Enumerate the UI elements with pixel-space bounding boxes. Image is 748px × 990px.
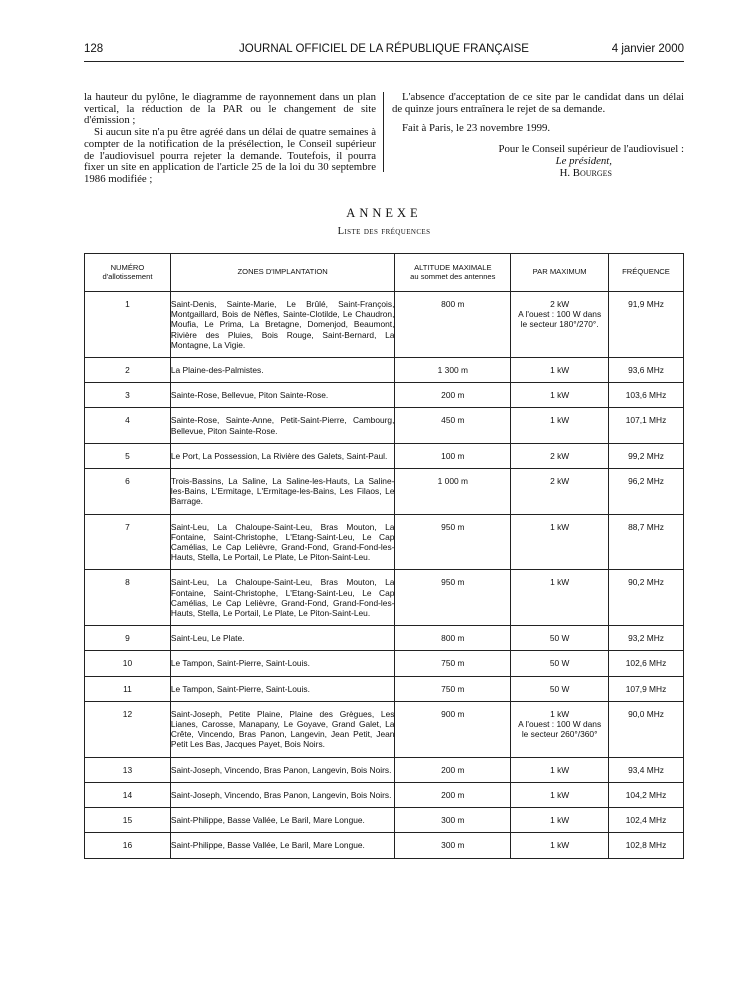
signer-initial: H. bbox=[559, 166, 571, 179]
intro-paragraph: la hauteur du pylône, le diagramme de rayonnement dans un plan vertical, la réduction de la PAR ou le changement de site d'émission ; bbox=[84, 91, 376, 127]
cell-num: 13 bbox=[85, 757, 171, 782]
cell-altitude: 200 m bbox=[395, 782, 511, 807]
header-par: PAR MAXIMUM bbox=[511, 254, 609, 292]
cell-num: 6 bbox=[85, 469, 171, 515]
header-rule bbox=[84, 61, 684, 62]
cell-zones: Saint-Leu, La Chaloupe-Saint-Leu, Bras Mouton, La Fontaine, Saint-Christophe, L'Etang-Saint-Leu, Le Cap Camélias, Le Cap Lelièvre, Grand-Fond, Grand-Fond-les-Hauts, Stella, Le Portail, Le Plate, Le Piton-Saint-Leu. bbox=[170, 514, 395, 570]
cell-altitude: 950 m bbox=[395, 514, 511, 570]
cell-frequency: 102,6 MHz bbox=[609, 651, 684, 676]
signer-surname: Bourges bbox=[572, 166, 612, 179]
cell-par bbox=[511, 383, 609, 408]
cell-par-line: 50 W bbox=[549, 658, 570, 669]
cell-par bbox=[511, 808, 609, 833]
table-row bbox=[85, 701, 684, 757]
cell-altitude: 450 m bbox=[395, 408, 511, 443]
cell-zones: Saint-Philippe, Basse Vallée, Le Baril, Mare Longue. bbox=[170, 808, 395, 833]
table-row bbox=[85, 626, 684, 651]
cell-par-line: 1 kW bbox=[550, 789, 570, 800]
cell-par bbox=[511, 443, 609, 468]
cell-zones: Le Tampon, Saint-Pierre, Saint-Louis. bbox=[170, 676, 395, 701]
cell-zones: Saint-Joseph, Vincendo, Bras Panon, Langevin, Bois Noirs. bbox=[170, 782, 395, 807]
intro-paragraph: Si aucun site n'a pu être agréé dans un délai de quatre semaines à compter de la notification de la présélection, le Conseil supérieur de l'audiovisuel pourra rejeter la demande. Toutefois, il pourra fixer un site en application de l'article 25 de la loi du 30 septembre 1986 modifiée ; bbox=[84, 126, 376, 185]
cell-par-line: 2 kW bbox=[550, 476, 570, 487]
cell-par-line: A l'ouest : 100 W dans bbox=[518, 719, 602, 730]
cell-num: 11 bbox=[85, 676, 171, 701]
cell-par bbox=[511, 570, 609, 626]
cell-frequency: 93,6 MHz bbox=[609, 358, 684, 383]
table-row bbox=[85, 782, 684, 807]
cell-num: 5 bbox=[85, 443, 171, 468]
signature-place-date: Fait à Paris, le 23 novembre 1999. bbox=[402, 122, 551, 135]
cell-zones: Saint-Joseph, Petite Plaine, Plaine des Grègues, Les Lianes, Carosse, Manapany, Le Goyave, Grand Galet, La Crête, Vincendo, Bras Panon, Langevin, Jean Petit, Jean Petit Les Bas, Jacques Payet, Bois Noirs. bbox=[170, 701, 395, 757]
signature-title: Le président, bbox=[555, 154, 612, 167]
cell-par bbox=[511, 757, 609, 782]
cell-num: 3 bbox=[85, 383, 171, 408]
frequency-table bbox=[84, 253, 684, 859]
cell-altitude: 800 m bbox=[395, 292, 511, 358]
cell-par-line: 2 kW bbox=[550, 299, 570, 309]
cell-frequency: 90,0 MHz bbox=[609, 701, 684, 757]
cell-zones: La Plaine-des-Palmistes. bbox=[170, 358, 395, 383]
cell-frequency: 99,2 MHz bbox=[609, 443, 684, 468]
cell-altitude: 300 m bbox=[395, 833, 511, 858]
cell-par-line: le secteur 180°/270°. bbox=[520, 319, 599, 330]
journal-title: JOURNAL OFFICIEL DE LA RÉPUBLIQUE FRANÇAISE bbox=[239, 43, 529, 55]
cell-altitude: 200 m bbox=[395, 383, 511, 408]
cell-par-line: le secteur 260°/360° bbox=[521, 729, 598, 740]
header-altitude-line: au sommet des antennes bbox=[410, 271, 496, 281]
table-row bbox=[85, 292, 684, 358]
cell-par-line: A l'ouest : 100 W dans bbox=[518, 309, 602, 320]
cell-par bbox=[511, 833, 609, 858]
cell-frequency: 93,4 MHz bbox=[609, 757, 684, 782]
cell-num: 7 bbox=[85, 514, 171, 570]
table-row bbox=[85, 651, 684, 676]
cell-zones: Saint-Philippe, Basse Vallée, Le Baril, Mare Longue. bbox=[170, 833, 395, 858]
cell-altitude: 200 m bbox=[395, 757, 511, 782]
cell-par bbox=[511, 514, 609, 570]
cell-par-line: 1 kW bbox=[550, 577, 570, 588]
table-row bbox=[85, 358, 684, 383]
cell-frequency: 96,2 MHz bbox=[609, 469, 684, 515]
page-number: 128 bbox=[84, 43, 104, 55]
signature-authority: Pour le Conseil supérieur de l'audiovisuel : bbox=[498, 143, 684, 156]
table-row bbox=[85, 808, 684, 833]
table-row bbox=[85, 570, 684, 626]
header-altitude bbox=[395, 254, 511, 292]
cell-par-line: 50 W bbox=[549, 683, 570, 694]
annexe-title: ANNEXE bbox=[346, 206, 422, 220]
intro-right-column bbox=[392, 92, 684, 179]
cell-zones: Le Tampon, Saint-Pierre, Saint-Louis. bbox=[170, 651, 395, 676]
header-num-line: NUMÉRO bbox=[110, 262, 145, 272]
cell-par bbox=[511, 408, 609, 443]
header-num-line: d'allotissement bbox=[102, 271, 153, 281]
cell-altitude: 750 m bbox=[395, 651, 511, 676]
cell-num: 10 bbox=[85, 651, 171, 676]
cell-num: 9 bbox=[85, 626, 171, 651]
cell-frequency: 107,1 MHz bbox=[609, 408, 684, 443]
cell-par-line: 2 kW bbox=[550, 450, 570, 461]
cell-frequency: 103,6 MHz bbox=[609, 383, 684, 408]
cell-par-line: 1 kW bbox=[550, 521, 570, 532]
cell-num: 15 bbox=[85, 808, 171, 833]
header-altitude-line: ALTITUDE MAXIMALE bbox=[414, 262, 492, 272]
cell-par-line: 1 kW bbox=[550, 840, 570, 851]
cell-par bbox=[511, 469, 609, 515]
cell-frequency: 102,4 MHz bbox=[609, 808, 684, 833]
cell-num: 14 bbox=[85, 782, 171, 807]
cell-altitude: 300 m bbox=[395, 808, 511, 833]
cell-frequency: 107,9 MHz bbox=[609, 676, 684, 701]
cell-par-line: 1 kW bbox=[550, 390, 570, 401]
cell-frequency: 88,7 MHz bbox=[609, 514, 684, 570]
cell-num: 12 bbox=[85, 701, 171, 757]
cell-altitude: 1 300 m bbox=[395, 358, 511, 383]
cell-zones: Sainte-Rose, Bellevue, Piton Sainte-Rose. bbox=[170, 383, 395, 408]
cell-frequency: 91,9 MHz bbox=[609, 292, 684, 358]
table-row bbox=[85, 757, 684, 782]
cell-zones: Saint-Leu, Le Plate. bbox=[170, 626, 395, 651]
cell-frequency: 102,8 MHz bbox=[609, 833, 684, 858]
table-row bbox=[85, 469, 684, 515]
page-header bbox=[84, 43, 684, 59]
table-body bbox=[85, 292, 684, 859]
cell-altitude: 950 m bbox=[395, 570, 511, 626]
cell-altitude: 800 m bbox=[395, 626, 511, 651]
cell-altitude: 100 m bbox=[395, 443, 511, 468]
cell-num: 2 bbox=[85, 358, 171, 383]
table-row bbox=[85, 833, 684, 858]
cell-num: 16 bbox=[85, 833, 171, 858]
cell-num: 4 bbox=[85, 408, 171, 443]
cell-frequency: 93,2 MHz bbox=[609, 626, 684, 651]
cell-par bbox=[511, 292, 609, 358]
cell-par-line: 1 kW bbox=[550, 365, 570, 376]
cell-par bbox=[511, 782, 609, 807]
table-row bbox=[85, 408, 684, 443]
cell-num: 8 bbox=[85, 570, 171, 626]
table-row bbox=[85, 443, 684, 468]
cell-par bbox=[511, 701, 609, 757]
annexe-subtitle: Liste des fréquences bbox=[337, 226, 431, 237]
table-row bbox=[85, 676, 684, 701]
cell-altitude: 750 m bbox=[395, 676, 511, 701]
cell-par-line: 50 W bbox=[549, 633, 570, 644]
cell-par-line: 1 kW bbox=[550, 708, 570, 719]
cell-altitude: 900 m bbox=[395, 701, 511, 757]
table-header-row bbox=[85, 254, 684, 292]
cell-par-line: 1 kW bbox=[550, 815, 570, 826]
header-zones: ZONES D'IMPLANTATION bbox=[170, 254, 395, 292]
cell-altitude: 1 000 m bbox=[395, 469, 511, 515]
cell-frequency: 104,2 MHz bbox=[609, 782, 684, 807]
signature-name bbox=[392, 168, 684, 180]
cell-zones: Le Port, La Possession, La Rivière des Galets, Saint-Paul. bbox=[170, 443, 395, 468]
cell-par bbox=[511, 676, 609, 701]
cell-zones: Saint-Leu, La Chaloupe-Saint-Leu, Bras Mouton, La Fontaine, Saint-Christophe, L'Etang-Saint-Leu, Le Cap Camélias, Le Cap Lelièvre, Grand-Fond, Grand-Fond-les-Hauts, Stella, Le Portail, Le Plate, Le Piton-Saint-Leu. bbox=[170, 570, 395, 626]
cell-par bbox=[511, 358, 609, 383]
cell-par-line: 1 kW bbox=[550, 415, 570, 426]
intro-paragraph: L'absence d'acceptation de ce site par le candidat dans un délai de quinze jours entraînera le rejet de sa demande. bbox=[392, 91, 684, 115]
cell-num: 1 bbox=[85, 292, 171, 358]
cell-zones: Saint-Joseph, Vincendo, Bras Panon, Langevin, Bois Noirs. bbox=[170, 757, 395, 782]
intro-left-column bbox=[84, 92, 376, 186]
cell-frequency: 90,2 MHz bbox=[609, 570, 684, 626]
table-row bbox=[85, 383, 684, 408]
cell-zones: Sainte-Rose, Sainte-Anne, Petit-Saint-Pierre, Cambourg, Bellevue, Piton Sainte-Rose. bbox=[170, 408, 395, 443]
cell-zones: Saint-Denis, Sainte-Marie, Le Brûlé, Saint-François, Montgaillard, Bois de Nèfles, Sainte-Clotilde, Le Chaudron, Moufia, Le Prima, La Bretagne, Domenjod, Beaumont, Rivière des Pluies, Bois Rouge, Saint-Bernard, La Montagne, La Vigie. bbox=[170, 292, 395, 358]
header-num bbox=[85, 254, 171, 292]
cell-par-line: 1 kW bbox=[550, 764, 570, 775]
header-frequency: FRÉQUENCE bbox=[609, 254, 684, 292]
cell-par bbox=[511, 626, 609, 651]
column-divider bbox=[383, 92, 384, 172]
cell-par bbox=[511, 651, 609, 676]
table-row bbox=[85, 514, 684, 570]
issue-date: 4 janvier 2000 bbox=[611, 43, 684, 55]
cell-zones: Trois-Bassins, La Saline, La Saline-les-Hauts, La Saline-les-Bains, L'Ermitage, L'Ermitage-les-Bains, Les Filaos, Le Barrage. bbox=[170, 469, 395, 515]
